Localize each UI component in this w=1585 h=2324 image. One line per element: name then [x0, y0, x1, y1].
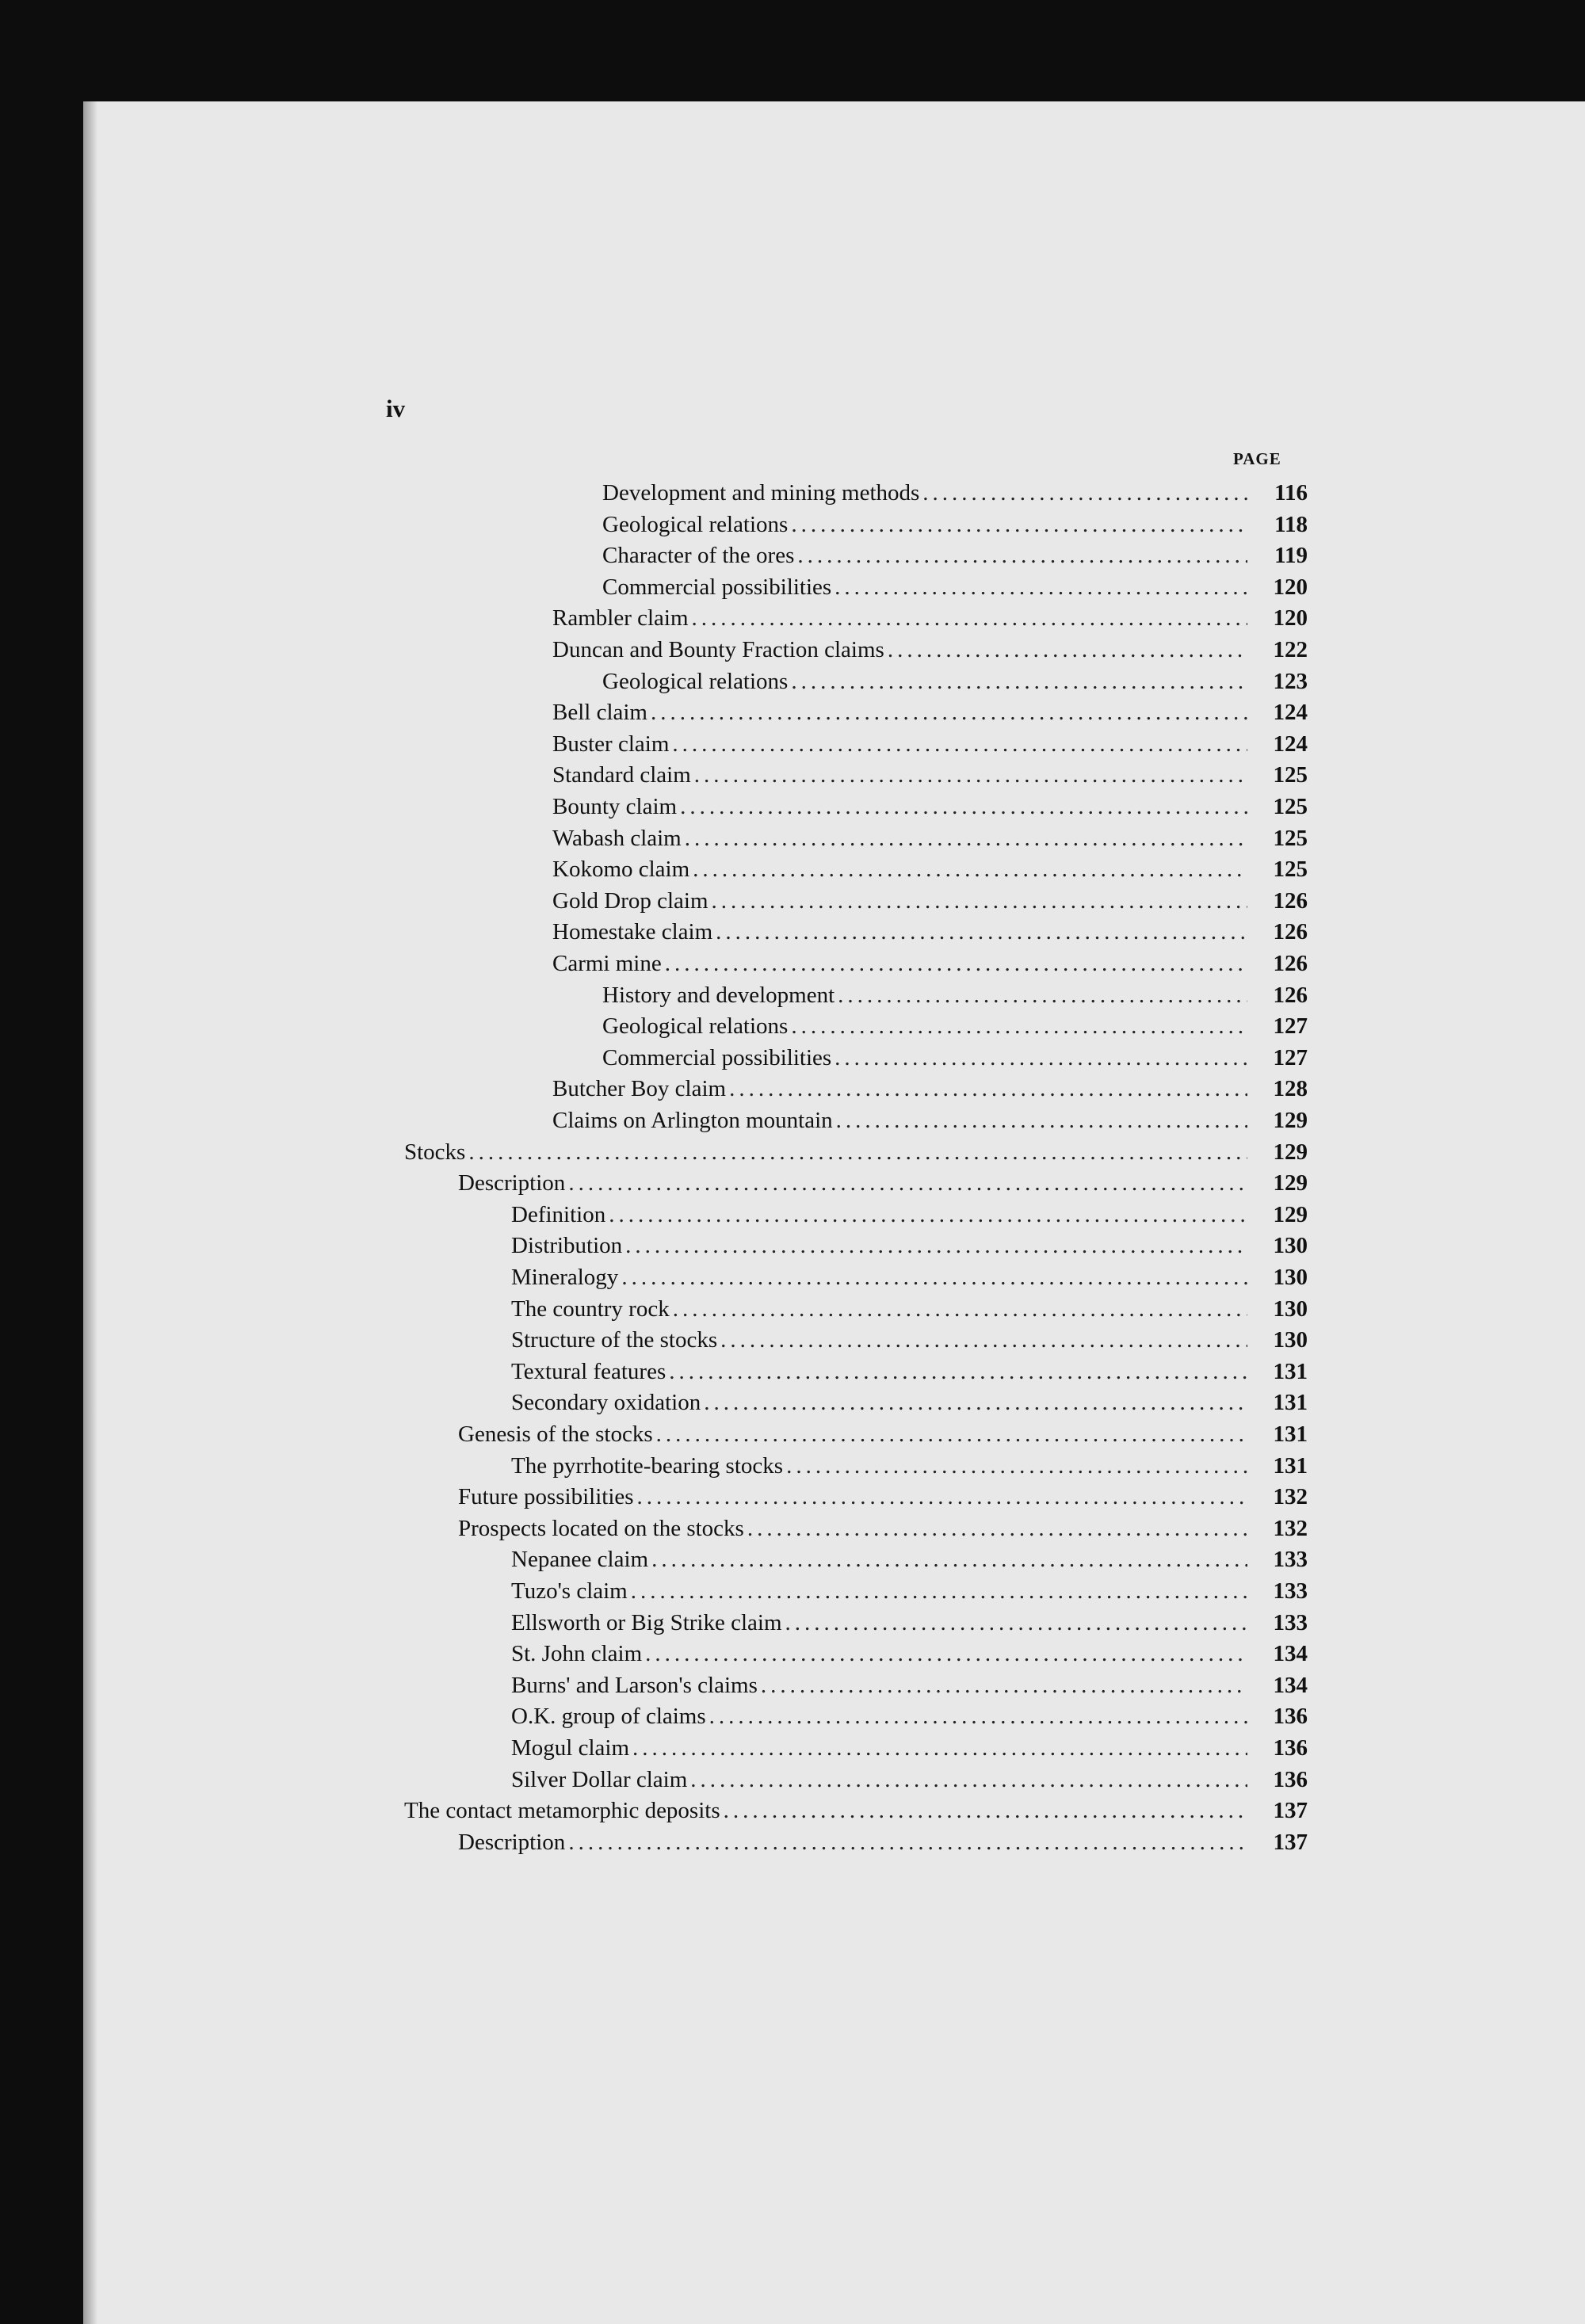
toc-entry — [552, 605, 1308, 637]
toc-entry-page: 127 — [1273, 1013, 1308, 1039]
dot-leader — [888, 637, 1247, 663]
toc-entry-title: Genesis of the stocks — [458, 1421, 653, 1447]
toc-entry-title: Geological relations — [602, 669, 789, 694]
toc-entry-page: 119 — [1274, 543, 1308, 568]
toc-entry-title: Claims on Arlington mountain — [552, 1108, 833, 1133]
toc-entry — [511, 1547, 1308, 1578]
toc-entry-title: Mogul claim — [511, 1735, 630, 1761]
toc-entry — [511, 1453, 1308, 1485]
toc-entry-page: 122 — [1273, 637, 1308, 662]
toc-entry-title: History and development — [602, 983, 835, 1008]
dot-leader — [716, 919, 1247, 945]
toc-entry-page: 129 — [1273, 1202, 1308, 1227]
dot-leader — [656, 1421, 1247, 1448]
toc-entry-page: 136 — [1273, 1767, 1308, 1792]
toc-entry-page: 132 — [1273, 1484, 1308, 1509]
toc-entry-title: Stocks — [404, 1139, 466, 1165]
dot-leader — [621, 1265, 1247, 1291]
page-column-header: PAGE — [1233, 449, 1281, 468]
toc-entry — [552, 888, 1308, 920]
toc-entry — [552, 700, 1308, 731]
toc-entry-title: Silver Dollar claim — [511, 1767, 688, 1792]
dot-leader — [694, 762, 1247, 788]
toc-entry-title: Character of the ores — [602, 543, 795, 568]
toc-entry — [552, 826, 1308, 857]
toc-entry-title: Textural features — [511, 1359, 666, 1384]
toc-entry — [458, 1170, 1308, 1202]
toc-entry-page: 134 — [1273, 1641, 1308, 1666]
toc-entry-title: Future possibilities — [458, 1484, 634, 1509]
toc-entry — [511, 1610, 1308, 1642]
dot-leader — [761, 1673, 1247, 1699]
toc-entry — [458, 1830, 1308, 1861]
toc-entry-page: 131 — [1273, 1390, 1308, 1415]
toc-entry — [602, 574, 1308, 606]
toc-entry-title: Structure of the stocks — [511, 1327, 718, 1353]
toc-entry-title: Description — [458, 1830, 566, 1855]
dot-leader — [609, 1202, 1247, 1228]
toc-entry — [511, 1641, 1308, 1673]
dot-leader — [785, 1610, 1247, 1636]
toc-entry-page: 118 — [1274, 512, 1308, 537]
toc-entry-title: Bounty claim — [552, 794, 678, 819]
toc-entry — [458, 1516, 1308, 1547]
toc-entry-title: Rambler claim — [552, 605, 689, 631]
toc-entry-page: 125 — [1273, 857, 1308, 882]
toc-entry-title: Nepanee claim — [511, 1547, 649, 1572]
toc-entry — [602, 480, 1308, 512]
toc-entry — [511, 1233, 1308, 1265]
toc-entry — [511, 1673, 1308, 1704]
dot-leader — [692, 605, 1247, 632]
dot-leader — [673, 1296, 1247, 1322]
toc-entry-title: Mineralogy — [511, 1265, 619, 1290]
toc-entry — [602, 669, 1308, 700]
toc-entry-page: 120 — [1273, 605, 1308, 631]
dot-leader — [704, 1390, 1247, 1416]
toc-entry-title: Carmi mine — [552, 951, 662, 976]
toc-entry-page: 137 — [1273, 1830, 1308, 1855]
dot-leader — [672, 731, 1247, 757]
toc-entry-title: Definition — [511, 1202, 606, 1227]
dot-leader — [720, 1327, 1247, 1353]
toc-entry-page: 125 — [1273, 826, 1308, 851]
toc-entry-page: 126 — [1273, 919, 1308, 944]
toc-entry-page: 130 — [1273, 1265, 1308, 1290]
toc-entry-title: Prospects located on the stocks — [458, 1516, 744, 1541]
dot-leader — [835, 574, 1247, 601]
dot-leader — [625, 1233, 1247, 1259]
toc-entry — [511, 1390, 1308, 1421]
toc-entry-title: Distribution — [511, 1233, 623, 1258]
toc-entry — [404, 1139, 1308, 1171]
toc-entry-page: 130 — [1273, 1296, 1308, 1322]
dot-leader — [468, 1139, 1247, 1166]
toc-entry-page: 131 — [1273, 1359, 1308, 1384]
toc-entry — [511, 1359, 1308, 1391]
toc-entry-page: 131 — [1273, 1453, 1308, 1479]
dot-leader — [836, 1108, 1247, 1134]
dot-leader — [729, 1076, 1247, 1102]
toc-entry-title: Buster claim — [552, 731, 670, 757]
toc-entry-title: Kokomo claim — [552, 857, 690, 882]
toc-entry-title: The pyrrhotite-bearing stocks — [511, 1453, 784, 1479]
toc-entry — [511, 1735, 1308, 1767]
toc-entry-title: Secondary oxidation — [511, 1390, 701, 1415]
toc-entry-page: 130 — [1273, 1233, 1308, 1258]
dot-leader — [797, 543, 1247, 569]
toc-entry-title: Butcher Boy claim — [552, 1076, 727, 1101]
toc-entry — [404, 1798, 1308, 1830]
toc-entry — [552, 637, 1308, 669]
toc-entry-page: 116 — [1274, 480, 1308, 506]
toc-entry-page: 127 — [1273, 1045, 1308, 1070]
dot-leader — [709, 1704, 1247, 1730]
toc-entry-title: Description — [458, 1170, 566, 1196]
dot-leader — [791, 512, 1247, 538]
toc-entry-page: 129 — [1273, 1108, 1308, 1133]
toc-entry-title: Duncan and Bounty Fraction claims — [552, 637, 884, 662]
toc-entry-title: Tuzo's claim — [511, 1578, 628, 1604]
toc-entry-page: 129 — [1273, 1139, 1308, 1165]
toc-entry — [602, 512, 1308, 544]
toc-entry-title: Geological relations — [602, 512, 789, 537]
toc-entry-page: 133 — [1273, 1547, 1308, 1572]
toc-entry-title: Standard claim — [552, 762, 691, 788]
toc-entry — [511, 1296, 1308, 1328]
toc-entry-page: 134 — [1273, 1673, 1308, 1698]
toc-entry — [552, 951, 1308, 983]
dot-leader — [680, 794, 1247, 820]
toc-entry-page: 126 — [1273, 983, 1308, 1008]
toc-entry — [511, 1327, 1308, 1359]
dot-leader — [747, 1516, 1247, 1542]
toc-entry-page: 137 — [1273, 1798, 1308, 1823]
toc-entry — [552, 857, 1308, 888]
toc-entry-title: Wabash claim — [552, 826, 682, 851]
dot-leader — [568, 1830, 1247, 1856]
toc-entry-title: St. John claim — [511, 1641, 643, 1666]
dot-leader — [637, 1484, 1247, 1510]
dot-leader — [838, 983, 1247, 1009]
toc-entry-title: Gold Drop claim — [552, 888, 708, 914]
toc-entry-title: Homestake claim — [552, 919, 713, 944]
toc-entry-page: 129 — [1273, 1170, 1308, 1196]
toc-entry — [511, 1202, 1308, 1234]
dot-leader — [632, 1735, 1247, 1761]
toc-entry-page: 124 — [1273, 731, 1308, 757]
dot-leader — [786, 1453, 1247, 1479]
toc-entry — [511, 1704, 1308, 1735]
toc-entry — [602, 1045, 1308, 1077]
toc-entry-title: Burns' and Larson's claims — [511, 1673, 758, 1698]
dot-leader — [690, 1767, 1247, 1793]
dot-leader — [712, 888, 1247, 914]
toc-entry-title: Bell claim — [552, 700, 647, 725]
toc-entry — [458, 1421, 1308, 1453]
dot-leader — [693, 857, 1247, 883]
dot-leader — [835, 1045, 1247, 1071]
toc-entry-title: Ellsworth or Big Strike claim — [511, 1610, 782, 1635]
toc-entry — [552, 794, 1308, 826]
dot-leader — [791, 1013, 1247, 1040]
toc-entry-title: Geological relations — [602, 1013, 789, 1039]
dot-leader — [568, 1170, 1247, 1196]
dot-leader — [685, 826, 1247, 852]
toc-entry — [552, 1076, 1308, 1108]
dot-leader — [665, 951, 1247, 977]
toc-entry-page: 131 — [1273, 1421, 1308, 1447]
toc-entry-page: 124 — [1273, 700, 1308, 725]
toc-entry-page: 125 — [1273, 794, 1308, 819]
toc-entry-page: 133 — [1273, 1578, 1308, 1604]
toc-entry-page: 133 — [1273, 1610, 1308, 1635]
toc-entry — [602, 543, 1308, 574]
dot-leader — [631, 1578, 1247, 1605]
toc-entry — [552, 919, 1308, 951]
toc-entry-page: 130 — [1273, 1327, 1308, 1353]
dot-leader — [724, 1798, 1247, 1824]
toc-entry — [511, 1578, 1308, 1610]
toc-entry-title: O.K. group of claims — [511, 1704, 706, 1729]
toc-entry-page: 120 — [1273, 574, 1308, 600]
toc-entry-page: 128 — [1273, 1076, 1308, 1101]
dot-leader — [791, 669, 1247, 695]
toc-entry — [552, 762, 1308, 794]
toc-entry — [511, 1265, 1308, 1296]
dot-leader — [651, 700, 1247, 726]
dot-leader — [651, 1547, 1247, 1573]
toc-entry-page: 126 — [1273, 888, 1308, 914]
toc-entry-page: 123 — [1273, 669, 1308, 694]
toc-entry — [552, 731, 1308, 763]
toc-entry-title: The contact metamorphic deposits — [404, 1798, 720, 1823]
dot-leader — [922, 480, 1247, 506]
toc-entry-page: 132 — [1273, 1516, 1308, 1541]
toc-entry-title: Commercial possibilities — [602, 1045, 832, 1070]
toc-entry — [552, 1108, 1308, 1139]
toc-entry — [602, 1013, 1308, 1045]
toc-entry — [511, 1767, 1308, 1799]
toc-entry-title: Commercial possibilities — [602, 574, 832, 600]
toc-entry — [458, 1484, 1308, 1516]
toc-entry-title: The country rock — [511, 1296, 670, 1322]
toc-entry-page: 126 — [1273, 951, 1308, 976]
dot-leader — [669, 1359, 1247, 1385]
page-number: iv — [386, 395, 406, 422]
toc-entry-title: Development and mining methods — [602, 480, 920, 506]
toc-entry-page: 136 — [1273, 1735, 1308, 1761]
toc-entry-page: 125 — [1273, 762, 1308, 788]
dot-leader — [645, 1641, 1247, 1667]
toc-entry — [602, 983, 1308, 1014]
toc-entry-page: 136 — [1273, 1704, 1308, 1729]
